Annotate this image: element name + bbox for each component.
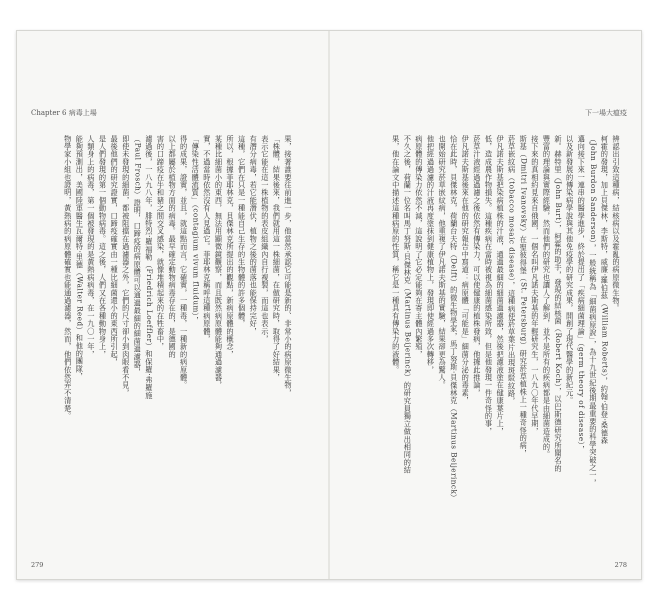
text-column: 得的成果，證實，並且，就這點而言，它確實，一種毒，一種新的病原體。: [179, 135, 189, 390]
text-column: 恰在此時，貝傑林克，荷蘭台夫特（Delft）的微生物學家，馬丁努斯·貝傑林克（Martinus Beijerinck）: [449, 135, 459, 503]
left-text-block: [31, 135, 293, 531]
text-column: （John Burdon Sanderson），一般統稱為「細菌病原說」，為十九世紀後期最重要的科學突破之一，: [588, 135, 598, 487]
text-column: 伊凡諾夫斯基把染病植株的汁液，通過最細的細菌過濾器，然後把濾液塗在健康葉片上，: [496, 135, 506, 436]
right-text-block: [374, 135, 621, 531]
text-column: 低，造成農作物損失。這種疾病在當時被視為細菌感染所致，但是他發現一件奇怪的事，: [484, 135, 494, 436]
text-column: 以上都屬於植物方面的病毒。最早確定動物病毒存在的，是德國的: [168, 135, 178, 359]
text-column: 物學家小組也證明，黃熱病的病原體確實也能通過濾器，然而，他們依然弄不清楚。: [63, 135, 73, 420]
text-column: 果，他在論文中描述這種病原的性質，稱它是一種具有傳染力的液體。: [391, 135, 401, 374]
text-column: 新。赫特里（John Burt），柯霍的助手，發現的結核菌（Robert Koch），以巴斯德研究所聞名的: [554, 135, 564, 473]
text-column: 人類身上的病毒，第一個被發現的是黃熱病病毒，在一九〇一年，: [86, 135, 96, 359]
left-page: [17, 31, 328, 579]
text-column: 最後他們的研究證實，口蹄疫確實由一種比細菌還小的東西所引起，: [110, 135, 120, 366]
text-column: 以及新發展的傳染病學說與其他免疫學的研究成果，開創了現代醫學的新紀元。: [565, 135, 575, 405]
text-column: 菸草嵌紋病（tobacco mosaic disease），這種病使菸草葉片出現斑駁紋路，: [507, 135, 517, 406]
text-column: 柯霍的發現，加上貝傑林，李斯特，威廉·羅伯茲（William Roberts），約翰·伯登·桑德森: [600, 135, 610, 445]
text-column: 濾過後，一八九八年，腓特烈·羅福勒（Friedrich Loeffler）和保羅·弗羅施: [144, 135, 154, 400]
text-column: 菸草汁液經過過濾之後依然有傳染力，可以使健康的植株發病，他據此推論，: [472, 135, 482, 397]
text-column: 辨認出引致這種病，結核病以及霍亂的病原微生物。: [612, 135, 621, 313]
page-number-left: 279: [31, 561, 44, 569]
text-column: 能夠預測出，美國陸軍醫生瓦爾特·里德（Walter Reed）和他的團隊，: [75, 135, 85, 381]
text-column: 是人們發現的第一個動物病毒。這之後，人們又在各種動物身上，: [98, 135, 108, 359]
text-column: 也開始研究菸草嵌紋病，他重複了伊凡諾夫斯基的實驗，結果卻更為驚人。: [438, 135, 448, 390]
text-column: 「株體，結果後來，我們就用這一株細菌，在做研究時，取得了好結果，: [272, 135, 282, 382]
page-number-right: 278: [614, 561, 627, 569]
text-column: 接下來的真相約見來自俄國，一個名叫伊凡諾夫斯基的年輕研究生，一八九〇年代早期，: [530, 135, 540, 436]
text-column: 邁向接下來一連串的醫學進步，終於提出了「疾病細菌理論」（germ theory of disease），: [577, 135, 587, 454]
text-column: 果，接著誰要往前進一步，他當然承認它可能是新的、非常小的病原微生物，: [284, 135, 293, 397]
text-column: 實，不過當時依然沒有人見過它。菲耶林克稱呼這種病原體，: [202, 135, 212, 343]
text-column: 有潛分病毒，若它能潛伏，植物之後的菌落也能保持完好，: [249, 135, 259, 336]
text-column: 病原體的傳染力依然不減，這說明了它必定能夠在寄主體內繁殖，: [414, 135, 424, 359]
text-column: 斯基（Dmitri Ivanovsky）在聖彼得堡（St. Petersburg）研究菸草植株上一種奇怪的病，: [519, 135, 529, 458]
running-head-left: Chapter 6 病毒上場: [31, 109, 97, 117]
book-spread: [16, 30, 642, 580]
text-column: 豐富的理論與實際經驗，然而他們的研究也讓人了解到，並不是所有的疾病都是由細菌造成的。: [542, 135, 552, 459]
text-column: （Paul Frosch）證明，口蹄疫的病原體可以通過最細的細菌過濾器，: [133, 135, 143, 377]
text-column: 某種比細菌小的東西，無法用顯微鏡觀察，而且既然病原體能夠通過濾器，: [214, 135, 224, 390]
running-head-right: 下一場大瘟疫: [585, 109, 627, 117]
text-column: 伊凡諾夫斯基後來在他的研究報告中寫道：病原體「可能是」細菌分泌的毒素，: [461, 135, 471, 405]
text-column: 不久之後，荷蘭一位名叫馬丁努斯·貝傑林克（Martinus Beijerinck）的研究員獨立做出相同的結: [403, 135, 413, 474]
text-column: 即使未發現的細菌，都被阻擋在過濾器之外，它們的尺寸卻小到肉眼看不見，: [121, 135, 131, 397]
text-column: 害的口蹄疫在牛和豬之間交叉感染，就像堆積起來的在牲畜中，: [156, 135, 166, 351]
text-column: 這種，它們在只是一種能自己生存的生物體的許多個體，: [237, 135, 247, 328]
text-column: 表示它能在這一株植物的表皮組織內自行複製，而這也表示，: [260, 135, 270, 343]
text-column: 所以，根據菲耶林克，貝傑林克所提出的觀點，新病原體的概念，: [226, 135, 236, 359]
text-column: 他把經過過濾的汁液再度塗抹到健康植物上，發現即使經過多次轉移，: [426, 135, 436, 374]
text-column: 「傳染性活體流質」（contagium vivum fluidum），: [191, 135, 201, 325]
right-page: [330, 31, 641, 579]
